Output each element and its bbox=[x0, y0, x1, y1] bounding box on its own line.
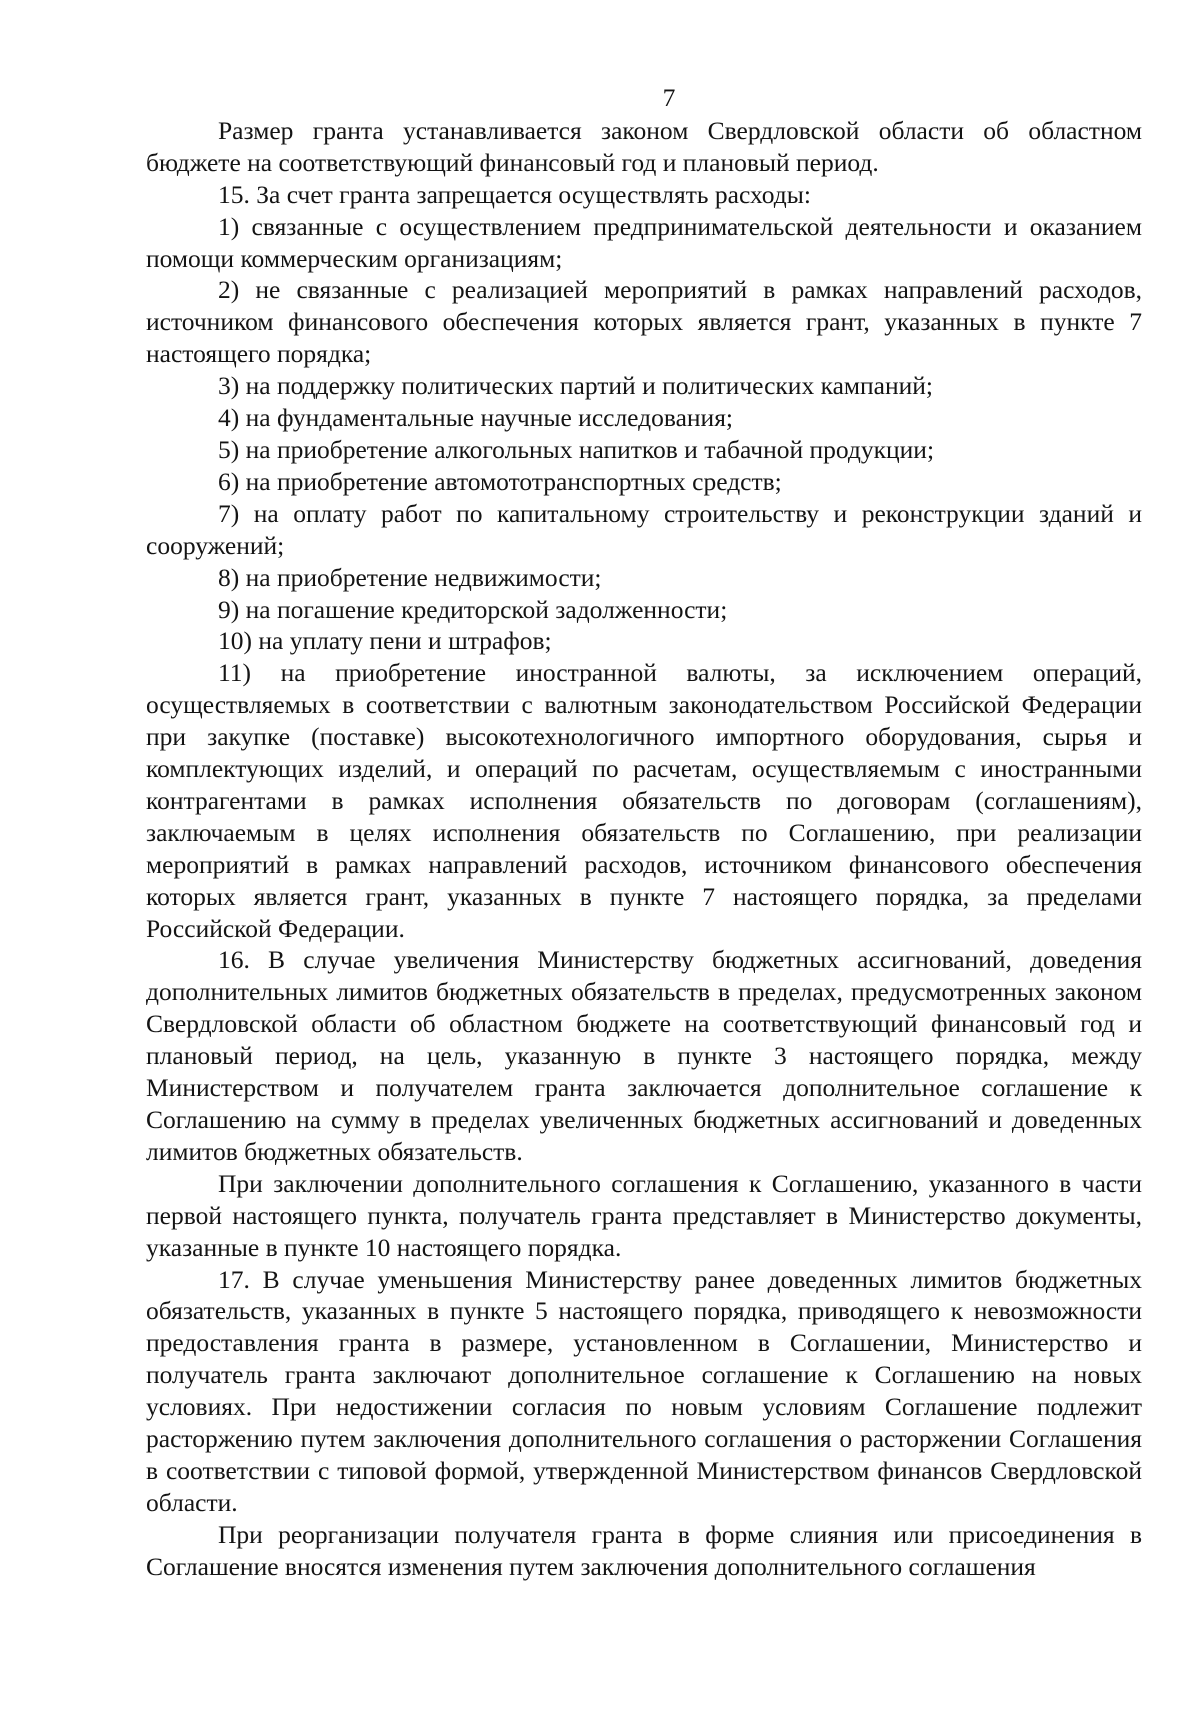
list-item-5: 5) на приобретение алкогольных напитков и табачной продукции; bbox=[218, 434, 935, 464]
paragraph-grant-size: Размер гранта устанавливается законом Свердловской области об областном бюджете на соответствующий финансовый год и плановый период. bbox=[146, 115, 1142, 177]
list-item-7: 7) на оплату работ по капитальному строительству и реконструкции зданий и сооружений; bbox=[146, 498, 1142, 560]
list-item-1: 1) связанные с осуществлением предпринимательской деятельности и оказанием помощи коммерческим организациям; bbox=[146, 211, 1142, 273]
list-item-6: 6) на приобретение автомототранспортных средств; bbox=[218, 466, 782, 496]
paragraph-17-part-2: При реорганизации получателя гранта в форме слияния или присоединения в Соглашение вносятся изменения путем заключения дополнительного соглашения bbox=[146, 1519, 1142, 1581]
list-item-3: 3) на поддержку политических партий и политических кампаний; bbox=[218, 371, 934, 401]
paragraph-16-part-2: При заключении дополнительного соглашения к Соглашению, указанного в части первой настоящего пункта, получатель гранта представляет в Министерство документы, указанные в пункте 10 настоящего порядка. bbox=[146, 1168, 1142, 1262]
list-item-8: 8) на приобретение недвижимости; bbox=[218, 562, 602, 592]
page-number: 7 bbox=[662, 83, 676, 112]
list-item-11: 11) на приобретение иностранной валюты, за исключением операций, осуществляемых в соответствии с валютным законодательством Российской Федерации при закупке (поставке) высокотехнологичного импортного оборудования, сырья и комплектующих изделий, и операций по расчетам, осуществляемым с иностранными контрагентами в рамках исполнения обязательств по договорам (соглашениям), заключаемым в целях исполнения обязательств по Соглашению, при реализации мероприятий в рамках направлений расходов, источником финансового обеспечения которых является грант, указанных в пункте 7 настоящего порядка, за пределами Российской Федерации. bbox=[146, 658, 1142, 943]
paragraph-17: 17. В случае уменьшения Министерству ранее доведенных лимитов бюджетных обязательств, указанных в пункте 5 настоящего порядка, приводящего к невозможности предоставления гранта в размере, установленном в Соглашении, Министерство и получатель гранта заключают дополнительное соглашение к Соглашению на новых условиях. При недостижении согласия по новым условиям Соглашение подлежит расторжению путем заключения дополнительного соглашения о расторжении Соглашения в соответствии с типовой формой, утвержденной Министерством финансов Свердловской области. bbox=[146, 1264, 1142, 1517]
paragraph-16: 16. В случае увеличения Министерству бюджетных ассигнований, доведения дополнительных лимитов бюджетных обязательств в пределах, предусмотренных законом Свердловской области об областном бюджете на соответствующий финансовый год и плановый период, на цель, указанную в пункте 3 настоящего порядка, между Министерством и получателем гранта заключается дополнительное соглашение к Соглашению на сумму в пределах увеличенных бюджетных ассигнований и доведенных лимитов бюджетных обязательств. bbox=[146, 945, 1142, 1166]
list-item-4: 4) на фундаментальные научные исследования; bbox=[218, 403, 734, 433]
document-page bbox=[146, 82, 1142, 1583]
list-item-2: 2) не связанные с реализацией мероприятий в рамках направлений расходов, источником финансового обеспечения которых является грант, указанных в пункте 7 настоящего порядка; bbox=[146, 275, 1142, 369]
list-item-9: 9) на погашение кредиторской задолженности; bbox=[218, 594, 728, 624]
list-item-10: 10) на уплату пени и штрафов; bbox=[218, 626, 552, 656]
paragraph-15-heading: 15. За счет гранта запрещается осуществлять расходы: bbox=[218, 179, 811, 209]
